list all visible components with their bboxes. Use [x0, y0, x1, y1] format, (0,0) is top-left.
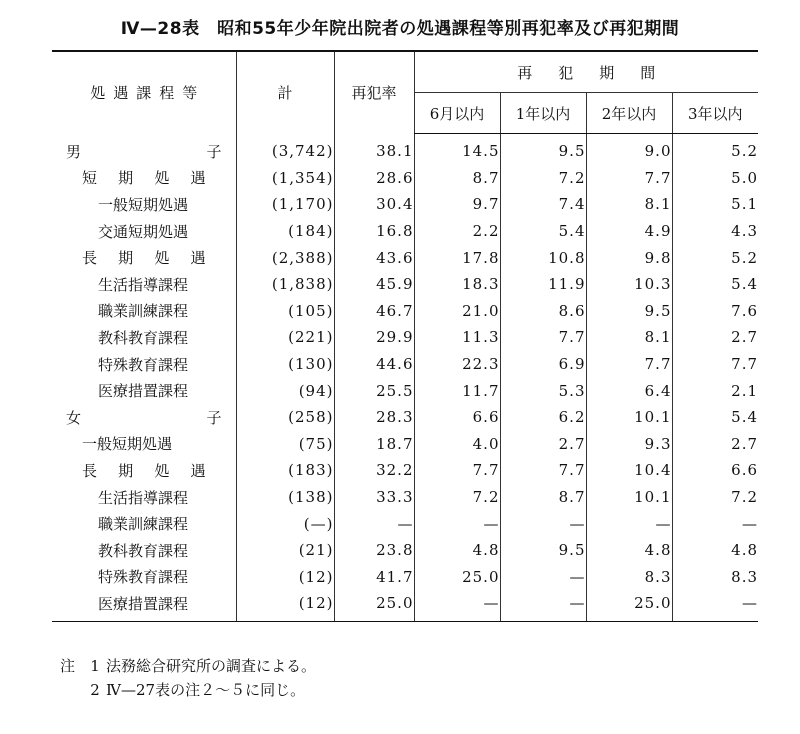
row-label: 特殊教育課程: [98, 355, 189, 374]
cell-total: (138): [236, 484, 334, 511]
cell-6m: 18.3: [414, 271, 500, 298]
cell-1y: 10.8: [500, 244, 586, 271]
cell-2y: 9.5: [586, 298, 672, 325]
cell-rate: 16.8: [334, 218, 414, 245]
header-period-6m: 6月以内: [414, 93, 500, 134]
row-label: 長期処遇: [82, 461, 206, 480]
note-prefix: 注: [60, 657, 76, 675]
cell-2y: 8.1: [586, 324, 672, 351]
cell-1y: 7.7: [500, 457, 586, 484]
row-label: 医療措置課程: [98, 382, 189, 401]
row-label: 女子: [66, 408, 222, 427]
notes: [60, 654, 316, 702]
cell-1y: —: [500, 564, 586, 591]
cell-2y: —: [586, 510, 672, 537]
header-period-2y: 2年以内: [586, 93, 672, 134]
cell-1y: 5.4: [500, 218, 586, 245]
note-row-1: [60, 654, 316, 678]
table-row: [52, 218, 758, 245]
cell-2y: 10.1: [586, 404, 672, 431]
cell-3y: —: [672, 510, 758, 537]
table-row: [52, 404, 758, 431]
cell-total: (94): [236, 377, 334, 404]
cell-rate: —: [334, 510, 414, 537]
cell-2y: 10.4: [586, 457, 672, 484]
cell-rate: 28.6: [334, 165, 414, 192]
table-row: [52, 377, 758, 404]
cell-2y: 7.7: [586, 351, 672, 378]
cell-3y: 6.6: [672, 457, 758, 484]
table-row: [52, 590, 758, 621]
cell-2y: 10.3: [586, 271, 672, 298]
cell-1y: 7.2: [500, 165, 586, 192]
cell-6m: 22.3: [414, 351, 500, 378]
cell-total: (1,838): [236, 271, 334, 298]
cell-rate: 28.3: [334, 404, 414, 431]
cell-rate: 41.7: [334, 564, 414, 591]
note-text: Ⅳ—27表の注２～５に同じ。: [106, 681, 306, 699]
cell-total: (130): [236, 351, 334, 378]
header-total: 計: [236, 51, 334, 134]
cell-2y: 7.7: [586, 165, 672, 192]
header-category: 処遇課程等: [52, 51, 236, 134]
cell-rate: 32.2: [334, 457, 414, 484]
header-period-group: 再犯期間: [414, 51, 758, 93]
cell-1y: —: [500, 510, 586, 537]
table-row: [52, 191, 758, 218]
row-label: 職業訓練課程: [98, 515, 189, 534]
cell-1y: 9.5: [500, 537, 586, 564]
table-row: [52, 165, 758, 192]
table-row: [52, 431, 758, 458]
cell-6m: 9.7: [414, 191, 500, 218]
cell-6m: 14.5: [414, 134, 500, 165]
header-period-1y: 1年以内: [500, 93, 586, 134]
row-label: 一般短期処遇: [82, 435, 173, 454]
table-row: [52, 244, 758, 271]
row-label: 交通短期処遇: [98, 222, 189, 241]
cell-1y: 2.7: [500, 431, 586, 458]
cell-6m: 11.7: [414, 377, 500, 404]
cell-1y: 11.9: [500, 271, 586, 298]
cell-3y: 5.4: [672, 271, 758, 298]
cell-total: (21): [236, 537, 334, 564]
cell-3y: 7.6: [672, 298, 758, 325]
cell-total: (221): [236, 324, 334, 351]
cell-total: (—): [236, 510, 334, 537]
row-label: 特殊教育課程: [98, 568, 189, 587]
table-row: [52, 510, 758, 537]
cell-rate: 25.5: [334, 377, 414, 404]
recidivism-table: [52, 50, 758, 622]
row-label: 生活指導課程: [98, 488, 189, 507]
header-rate: 再犯率: [334, 51, 414, 134]
cell-3y: 2.7: [672, 324, 758, 351]
cell-total: (258): [236, 404, 334, 431]
cell-total: (12): [236, 564, 334, 591]
note-number: 1: [90, 657, 100, 675]
cell-total: (1,170): [236, 191, 334, 218]
cell-3y: 7.7: [672, 351, 758, 378]
table-row: [52, 298, 758, 325]
cell-total: (105): [236, 298, 334, 325]
row-label: 医療措置課程: [52, 590, 236, 621]
table-row: [52, 351, 758, 378]
cell-1y: 7.7: [500, 324, 586, 351]
table-row: [52, 134, 758, 165]
note-row-2: [60, 678, 316, 702]
cell-2y: 8.1: [586, 191, 672, 218]
cell-rate: 30.4: [334, 191, 414, 218]
table-row: [52, 484, 758, 511]
cell-3y: 5.2: [672, 134, 758, 165]
cell-2y: 9.8: [586, 244, 672, 271]
cell-1y: —: [500, 590, 586, 621]
cell-3y: 7.2: [672, 484, 758, 511]
table-row: [52, 564, 758, 591]
cell-6m: —: [414, 590, 500, 621]
cell-3y: 5.4: [672, 404, 758, 431]
header-period-3y: 3年以内: [672, 93, 758, 134]
cell-2y: 10.1: [586, 484, 672, 511]
cell-total: (12): [236, 590, 334, 621]
table-title: Ⅳ—28表 昭和55年少年院出院者の処遇課程等別再犯率及び再犯期間: [120, 19, 680, 39]
cell-6m: 7.7: [414, 457, 500, 484]
cell-total: (184): [236, 218, 334, 245]
note-text: 法務総合研究所の調査による。: [106, 657, 317, 675]
cell-total: (2,388): [236, 244, 334, 271]
table-body: [52, 134, 758, 622]
cell-rate: 46.7: [334, 298, 414, 325]
table-row: [52, 271, 758, 298]
cell-3y: 2.7: [672, 431, 758, 458]
cell-3y: 8.3: [672, 564, 758, 591]
row-label: 教科教育課程: [98, 541, 189, 560]
cell-total: (3,742): [236, 134, 334, 165]
cell-rate: 29.9: [334, 324, 414, 351]
row-label: 教科教育課程: [98, 328, 189, 347]
cell-rate: 33.3: [334, 484, 414, 511]
row-label: 一般短期処遇: [98, 195, 189, 214]
cell-2y: 9.0: [586, 134, 672, 165]
cell-6m: 7.2: [414, 484, 500, 511]
cell-rate: 44.6: [334, 351, 414, 378]
cell-6m: 25.0: [414, 564, 500, 591]
cell-3y: 4.3: [672, 218, 758, 245]
row-label: 男子: [66, 142, 222, 161]
cell-rate: 25.0: [334, 590, 414, 621]
cell-3y: 5.0: [672, 165, 758, 192]
cell-3y: 5.1: [672, 191, 758, 218]
cell-3y: 5.2: [672, 244, 758, 271]
row-label: 長期処遇: [82, 249, 206, 268]
cell-6m: 4.0: [414, 431, 500, 458]
cell-total: (75): [236, 431, 334, 458]
cell-6m: 8.7: [414, 165, 500, 192]
table-row: [52, 324, 758, 351]
cell-1y: 7.4: [500, 191, 586, 218]
cell-2y: 9.3: [586, 431, 672, 458]
cell-3y: —: [672, 590, 758, 621]
cell-total: (183): [236, 457, 334, 484]
table-row: [52, 537, 758, 564]
note-number: 2: [90, 681, 100, 699]
cell-2y: 25.0: [586, 590, 672, 621]
cell-rate: 18.7: [334, 431, 414, 458]
cell-6m: 4.8: [414, 537, 500, 564]
cell-6m: 21.0: [414, 298, 500, 325]
cell-1y: 8.6: [500, 298, 586, 325]
cell-1y: 5.3: [500, 377, 586, 404]
cell-2y: 6.4: [586, 377, 672, 404]
cell-rate: 43.6: [334, 244, 414, 271]
cell-1y: 6.9: [500, 351, 586, 378]
cell-rate: 38.1: [334, 134, 414, 165]
cell-3y: 4.8: [672, 537, 758, 564]
cell-rate: 45.9: [334, 271, 414, 298]
cell-1y: 8.7: [500, 484, 586, 511]
cell-6m: 6.6: [414, 404, 500, 431]
cell-3y: 2.1: [672, 377, 758, 404]
cell-1y: 9.5: [500, 134, 586, 165]
row-label: 生活指導課程: [98, 275, 189, 294]
cell-2y: 4.9: [586, 218, 672, 245]
cell-rate: 23.8: [334, 537, 414, 564]
cell-6m: 17.8: [414, 244, 500, 271]
cell-6m: 2.2: [414, 218, 500, 245]
cell-6m: —: [414, 510, 500, 537]
cell-6m: 11.3: [414, 324, 500, 351]
cell-total: (1,354): [236, 165, 334, 192]
row-label: 職業訓練課程: [98, 302, 189, 321]
row-label: 短期処遇: [82, 169, 206, 188]
table-row: [52, 457, 758, 484]
cell-2y: 4.8: [586, 537, 672, 564]
cell-1y: 6.2: [500, 404, 586, 431]
cell-2y: 8.3: [586, 564, 672, 591]
